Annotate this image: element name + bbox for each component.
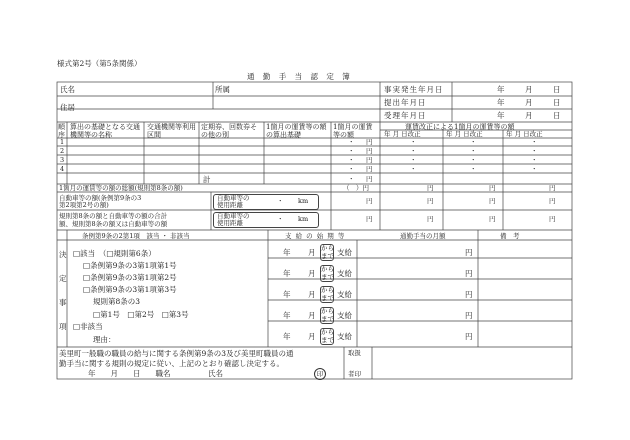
rule8-3-label: 規則第8条の3	[93, 297, 141, 306]
submit-date-label: 提出年月日	[384, 98, 427, 107]
col-basis: 算出の基礎となる交通機関等の名称	[70, 123, 140, 139]
row-yen: 円	[366, 156, 373, 164]
car8-yen-3: 円	[549, 215, 556, 223]
pay-to: まで	[321, 315, 334, 323]
pay-month: 月	[308, 311, 316, 320]
handler-label-1: 取扱	[348, 349, 361, 357]
row-seq: 2	[60, 147, 65, 155]
row-yen: 円	[366, 165, 373, 173]
pay-from: から	[321, 265, 334, 273]
pay-shikyu: 支給	[337, 269, 352, 278]
pay-shikyu: 支給	[337, 290, 352, 299]
pay-month: 月	[308, 290, 316, 299]
sum-yen-3: 円	[549, 184, 556, 192]
car3-label-2: 第2項第2号の額)	[59, 201, 109, 209]
row-seq: 3	[60, 156, 65, 164]
pay-year: 年	[283, 269, 291, 278]
car3-distance-label-2: 使用距離	[217, 201, 243, 209]
pay-to: まで	[321, 252, 334, 260]
rule8-3-items[interactable]: □第1号 □第2号 □第3号	[93, 310, 189, 319]
sum-paren: （ ）円	[343, 184, 369, 192]
col-revision: 運賃改正による1箇月の運賃等の額	[405, 123, 515, 131]
pay-shikyu: 支給	[337, 332, 352, 341]
applicable-checkbox[interactable]: □該当 （□規則第6条）	[73, 249, 156, 258]
row-yen: 円	[366, 147, 373, 155]
car8-yen: 円	[366, 215, 373, 223]
form-title: 通 勤 手 当 認 定 簿	[247, 72, 353, 81]
vlabel-4: 項	[59, 322, 67, 331]
col-ticket: 定期券、回数券その他の別	[201, 123, 257, 139]
col-monthly-basis: 1箇月の運賃等の額の算出基礎	[266, 123, 327, 139]
reason-label: 理由：	[93, 335, 116, 344]
row-dot: ・	[531, 138, 538, 146]
item2-checkbox[interactable]: □条例第9条の3第1項第2号	[83, 273, 177, 282]
pay-from: から	[321, 307, 334, 315]
row-dot: ・	[470, 138, 477, 146]
car8-distance-label-1: 自動車等の	[217, 212, 250, 220]
pay-month: 月	[308, 332, 316, 341]
pay-year: 年	[283, 290, 291, 299]
row-dot: ・	[470, 147, 477, 155]
pay-month: 月	[308, 269, 316, 278]
pay-year: 年	[283, 248, 291, 257]
total-label: 計	[203, 175, 211, 184]
row-dot: ・	[470, 165, 477, 173]
address-label: 住居	[60, 103, 75, 112]
not-applicable-checkbox[interactable]: □非該当	[73, 322, 103, 331]
row-dot: ・	[531, 165, 538, 173]
seal-mark: 印	[314, 368, 326, 380]
pay-amount-yen: 円	[465, 269, 473, 278]
vlabel-2: 定	[59, 274, 67, 283]
car8-distance-label-2: 使用距離	[217, 219, 243, 227]
pay-to: まで	[321, 294, 334, 302]
col-seq: 順序	[58, 123, 65, 139]
pay-month: 月	[308, 248, 316, 257]
item1-checkbox[interactable]: □条例第9条の3第1項第1号	[83, 261, 177, 270]
row-dot: ・	[470, 156, 477, 164]
car8-yen-1: 円	[427, 215, 434, 223]
car3-dot: ・	[277, 197, 284, 205]
item3-checkbox[interactable]: □条例第9条の3第1項第3号	[83, 285, 177, 294]
form-label: 様式第2号（第5条関係）	[57, 59, 142, 68]
row-dot: ・	[410, 156, 417, 164]
pay-from: から	[321, 244, 334, 252]
pay-to: まで	[321, 336, 334, 344]
pay-from: から	[321, 286, 334, 294]
row-dot: ・	[531, 156, 538, 164]
dept-label: 所属	[215, 85, 230, 94]
pay-amount-yen: 円	[465, 332, 473, 341]
car8-label-2: 額、規則第8条の額又は自動車等の額	[59, 220, 168, 228]
decision-remarks-header: 備 考	[500, 232, 520, 240]
pay-shikyu: 支給	[337, 248, 352, 257]
car8-km: km	[298, 215, 309, 223]
row-seq: 4	[60, 165, 65, 173]
total-dot: ・	[348, 175, 355, 183]
decision-pay-header: 支 給 の 始 期 等	[285, 232, 346, 240]
row-dot: ・	[348, 156, 355, 164]
row-dot: ・	[410, 147, 417, 155]
car3-label-1: 自動車等の額(条例第9条の3	[59, 194, 142, 202]
row-dot: ・	[410, 165, 417, 173]
vlabel-1: 決	[59, 250, 67, 259]
total-yen: 円	[366, 175, 373, 183]
decision-article-header: 条例第9条の2第1項 該当 ・ 非該当	[82, 232, 190, 240]
sum-label: 1箇月の運賃等の額の総額(規則第8条の額)	[59, 184, 183, 192]
car8-yen-2: 円	[489, 215, 496, 223]
statement-line-2: 勤手当に関する規則の規定に従い、上記のとおり確認し決定する。	[59, 359, 284, 368]
row-dot: ・	[348, 138, 355, 146]
car8-dot: ・	[277, 215, 284, 223]
pay-from: から	[321, 328, 334, 336]
car3-yen-1: 円	[427, 197, 434, 205]
pay-amount-yen: 円	[465, 248, 473, 257]
revision-sub-2: 年 月 日改正	[446, 130, 483, 138]
name-label: 氏名	[60, 85, 75, 94]
col-monthly-fare: 1箇月の運賃等の額	[333, 123, 373, 139]
row-dot: ・	[348, 165, 355, 173]
revision-sub-3: 年 月 日改正	[506, 130, 543, 138]
car3-yen: 円	[366, 197, 373, 205]
car8-label-1: 規則第8条の額と自動車等の額の合計	[59, 212, 168, 220]
car3-yen-2: 円	[489, 197, 496, 205]
vlabel-3: 事	[59, 298, 67, 307]
car3-distance-label-1: 自動車等の	[217, 194, 250, 202]
receive-date-label: 受理年月日	[384, 111, 427, 120]
revision-sub-1: 年 月 日改正	[384, 130, 421, 138]
pay-amount-yen: 円	[465, 311, 473, 320]
event-date-label: 事実発生年月日	[384, 85, 444, 94]
row-dot: ・	[410, 138, 417, 146]
row-seq: 1	[60, 138, 65, 146]
pay-year: 年	[283, 311, 291, 320]
row-dot: ・	[531, 147, 538, 155]
row-dot: ・	[348, 147, 355, 155]
pay-year: 年	[283, 332, 291, 341]
decision-amount-header: 通勤手当の月額	[400, 232, 446, 240]
footer-date-line: 年 月 日 職名 氏名	[88, 369, 223, 378]
handler-label-2: 者印	[348, 370, 361, 378]
col-section: 交通機関等利用区間	[147, 123, 196, 139]
sum-yen-1: 円	[427, 184, 434, 192]
pay-amount-yen: 円	[465, 290, 473, 299]
sum-yen-2: 円	[489, 184, 496, 192]
pay-to: まで	[321, 273, 334, 281]
car3-yen-3: 円	[549, 197, 556, 205]
car3-km: km	[298, 197, 309, 205]
statement-line-1: 美里町一般職の職員の給与に関する条例第9条の3及び美里町職員の通	[59, 349, 294, 358]
row-yen: 円	[366, 138, 373, 146]
pay-shikyu: 支給	[337, 311, 352, 320]
